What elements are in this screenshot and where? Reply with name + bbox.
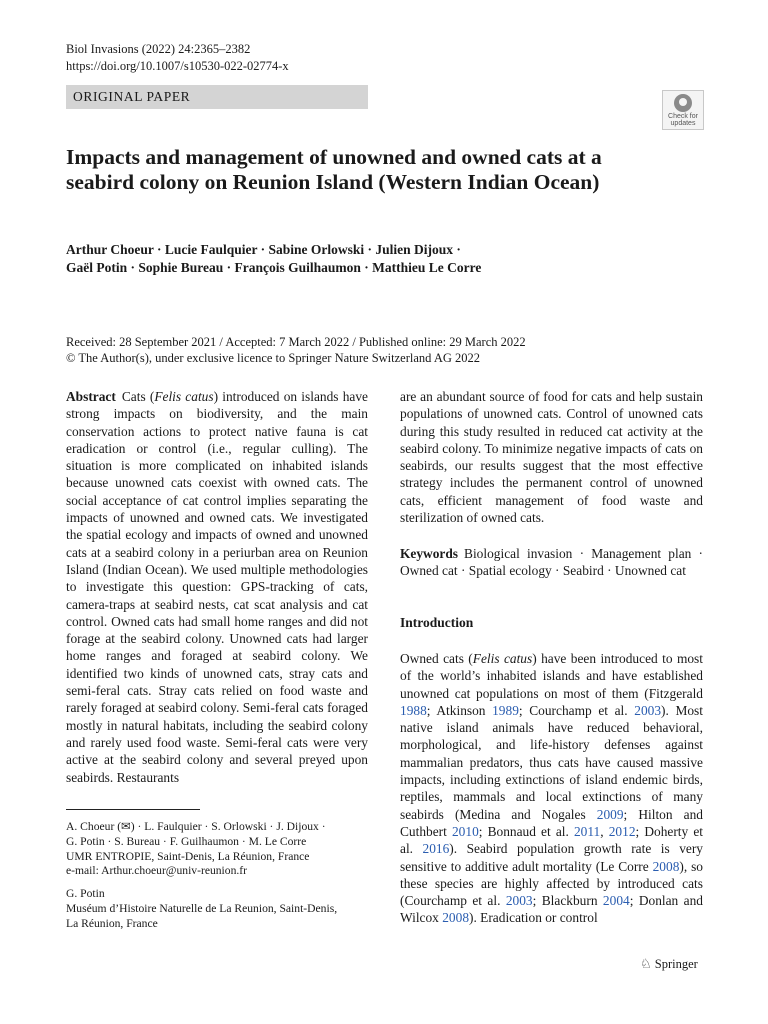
abstract-left-column (66, 388, 368, 786)
keywords-text: Biological invasion · Management plan · Owned cat · Spatial ecology · Seabird · Unowned cat (400, 546, 703, 579)
publisher-footer (640, 956, 698, 973)
intro-part: ; Courchamp et al. (518, 702, 635, 718)
author-list (66, 241, 686, 277)
abstract-heading: Abstract (66, 389, 116, 404)
article-title: Impacts and management of unowned and owned cats at a seabird colony on Reunion Island (Western Indian Ocean) (66, 145, 602, 194)
intro-part: ; Donlan and Wilcox (400, 893, 703, 926)
publisher-name: Springer (654, 957, 698, 971)
journal-citation: Biol Invasions (2022) 24:2365–2382 (66, 42, 251, 56)
citation-link[interactable]: 1988 (400, 702, 427, 718)
abstract-continued: are an abundant source of food for cats and help sustain populations of unowned cats. Control of unowned cats during this study resulted in reduced cat activity at the seabird colony. To minimize negative impacts of cats on seabirds, our results suggest that the most effective strategy includes the permanent control of unowned cats, efficient management of food waste and sterilization of owned cats. (400, 389, 703, 526)
abstract-part: Cats ( (121, 389, 155, 404)
citation-link[interactable]: 2010 (451, 823, 479, 839)
species-name: Felis catus (472, 651, 533, 666)
citation-link[interactable]: 2003 (634, 702, 662, 718)
intro-part: ; Atkinson (426, 702, 493, 718)
affiliation-line: G. Potin (66, 887, 105, 900)
keywords (400, 545, 703, 580)
affiliation-line: G. Potin · S. Bureau · F. Guilhaumon · M. Le Corre (66, 834, 307, 848)
check-updates-label-2: updates (670, 120, 696, 127)
keywords-heading: Keywords (400, 546, 459, 561)
affiliation-1 (66, 820, 326, 879)
intro-part: ). Most native island animals have reduced behavioral, morphological, and life-history defenses against mammalian predators, thus cats have caused massive impacts, including extinctions of island endemic birds, reptiles, mammals and local extinctions of many seabirds (Medina and Nogales (400, 702, 703, 822)
journal-header (66, 41, 289, 75)
author-email[interactable]: e-mail: Arthur.choeur@univ-reunion.fr (66, 864, 247, 878)
introduction-heading: Introduction (400, 615, 474, 630)
authors-line-2: Gaël Potin · Sophie Bureau · François Guilhaumon · Matthieu Le Corre (66, 260, 482, 275)
check-updates-label-1: Check for (668, 113, 698, 120)
citation-link[interactable]: 2009 (596, 806, 624, 822)
introduction-text (400, 650, 703, 927)
affiliation-line: UMR ENTROPIE, Saint-Denis, La Réunion, France (66, 849, 310, 863)
intro-part: ; Bonnaud et al. (478, 823, 574, 839)
intro-part: , (600, 823, 609, 839)
check-for-updates-button[interactable] (662, 90, 704, 130)
citation-link[interactable]: 2003 (505, 893, 533, 909)
affiliation-line: Muséum d’Histoire Naturelle de La Reunion, Saint-Denis, (66, 901, 338, 915)
copyright-line: © The Author(s), under exclusive licence to Springer Nature Switzerland AG 2022 (66, 351, 481, 365)
citation-link[interactable]: 2004 (602, 893, 630, 909)
abstract-right-column (400, 388, 703, 526)
affiliation-line: La Réunion, France (66, 916, 158, 930)
citation-link[interactable]: 2008 (442, 910, 470, 926)
citation-link[interactable]: 2012 (608, 823, 636, 839)
publication-dates (66, 334, 526, 366)
abstract-part: ) introduced on islands have strong impacts on biodiversity, and the main conservation actions to protect native fauna is cat eradication or control (i.e., regular culling). The situation is more complicated on inhabited islands because unowned cats coexist with owned cats. The social acceptance of cat control implies separating the impacts of unowned and owned cats. We investigated the spatial ecology and impacts of owned and unowned cats at a seabird colony in a periurban area on Reunion Island (Indian Ocean). We used multiple methodologies to investigate this question: GPS-tracking of cats, camera-traps at seabird nests, cat scat analysis and cat control. Owned cats had small home ranges and did not forage at the seabird colony. Unowned cats had larger home ranges and foraged at seabird colony. We identified two kinds of unowned cats, stray cats and semi-feral cats. Stray cats relied on food waste and rarely foraged at seabird colony. Semi-feral cats foraged mostly in natural habitats, including the seabird colony and rarely used food waste. Semi-feral cats were very active at the seabird colony and several preyed upon seabirds. Restaurants (66, 389, 368, 785)
received-line: Received: 28 September 2021 / Accepted: 7 March 2022 / Published online: 29 March 2022 (66, 335, 526, 349)
check-updates-icon (674, 94, 692, 112)
citation-link[interactable]: 2011 (573, 823, 601, 839)
intro-part: ; Blackburn (532, 893, 603, 909)
affiliation-2 (66, 887, 337, 931)
citation-link[interactable]: 2016 (422, 841, 450, 857)
intro-part: ). Seabird population growth rate is very sensitive to additive adult mortality (Le Corre (400, 841, 703, 874)
abstract-text (66, 388, 368, 786)
intro-part: Owned cats ( (400, 651, 473, 666)
footnote-divider (66, 809, 200, 810)
citation-link[interactable]: 2008 (652, 858, 680, 874)
intro-part: ) have been introduced to most of the world’s inhabited islands and have established unowned cat populations on most of them (Fitzgerald (400, 651, 703, 701)
affiliation-line: A. Choeur (✉) · L. Faulquier · S. Orlowski · J. Dijoux · (66, 820, 326, 833)
section-badge: ORIGINAL PAPER (66, 85, 368, 109)
intro-part: ; Hilton and Cuthbert (400, 806, 703, 839)
intro-part: ; Doherty et al. (400, 823, 704, 857)
authors-line-1: Arthur Choeur · Lucie Faulquier · Sabine Orlowski · Julien Dijoux · (66, 242, 461, 257)
intro-part: ). Eradication or control (469, 910, 598, 926)
doi-link[interactable]: https://doi.org/10.1007/s10530-022-02774-x (66, 59, 289, 73)
springer-logo-icon: ♘ (640, 957, 652, 972)
citation-link[interactable]: 1989 (492, 702, 519, 718)
species-name: Felis catus (154, 389, 214, 404)
intro-part: ), so these species are highly affected by introduced cats (Courchamp et al. (400, 858, 703, 909)
